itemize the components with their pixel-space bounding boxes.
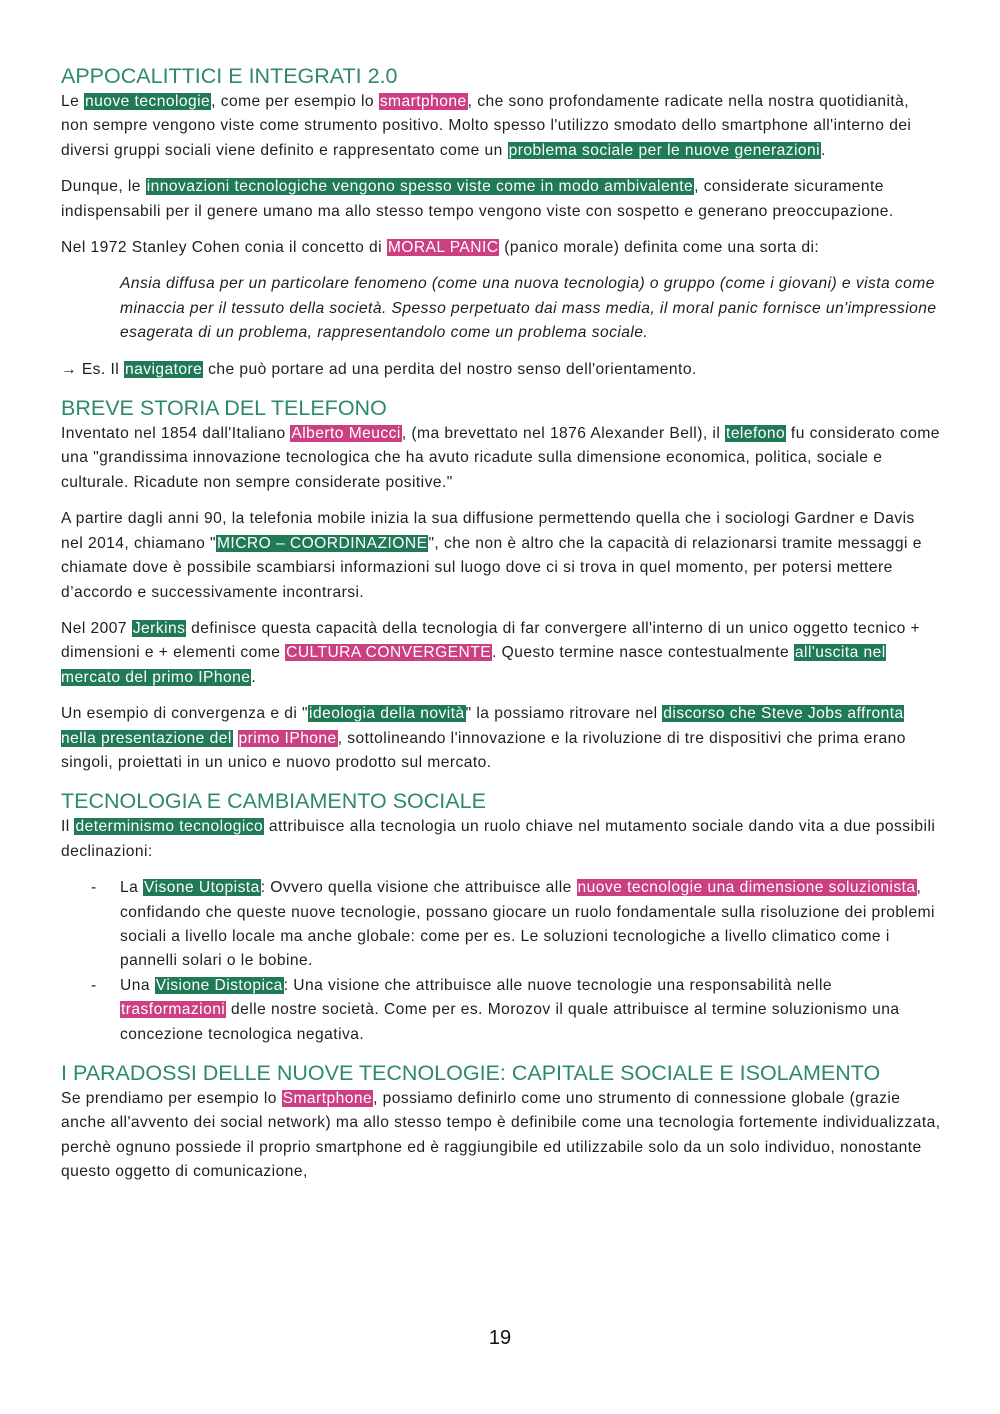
highlight-pink: smartphone <box>379 93 467 110</box>
paragraph <box>61 1087 941 1185</box>
highlight-green: Visone Utopista <box>144 879 260 897</box>
section-title-appocalittici: APPOCALITTICI E INTEGRATI 2.0 <box>61 64 398 88</box>
text: , (ma brevettato nel 1876 Alexander Bell), il <box>401 425 726 443</box>
text: , considerate sicuramente indispensabili per il genere umano ma allo stesso tempo vengono viste con sospetto e generano preoccupazione. <box>61 178 894 220</box>
list-item <box>61 974 941 1047</box>
text: , sottolineando l'innovazione e la rivoluzione di tre dispositivi che prima erano singoli, proiettati in un unico e nuovo prodotto sul mercato. <box>61 729 906 771</box>
text: → Es. Il <box>61 360 124 378</box>
text: Una <box>120 976 155 994</box>
highlight-green: Jerkins <box>132 619 186 637</box>
text: Dunque, le <box>61 178 146 196</box>
text: Le <box>61 93 85 110</box>
paragraph <box>61 702 941 775</box>
section-title-telefono: BREVE STORIA DEL TELEFONO <box>61 396 387 421</box>
text: La <box>120 879 144 897</box>
list-item <box>61 876 941 974</box>
highlight-pink: nuove tecnologie una dimensione soluzionista <box>577 879 916 897</box>
section-title-paradossi: I PARADOSSI DELLE NUOVE TECNOLOGIE: CAPITALE SOCIALE E ISOLAMENTO <box>61 1061 881 1085</box>
text: ", che non è altro che la capacità di relazionarsi tramite messaggi e chiamate dove è possibile scambiarsi informazioni sul luogo dove ci si trova in quel momento, per potersi mettere d’accordo e successivamente incontrarsi. <box>61 534 922 601</box>
text: . <box>821 141 826 159</box>
text: Inventato nel 1854 dall'Italiano <box>61 425 291 443</box>
paragraph <box>61 422 941 495</box>
highlight-green: navigatore <box>124 360 203 378</box>
bullet-dash: - <box>91 879 97 897</box>
paragraph <box>61 358 941 382</box>
text: " la possiamo ritrovare nel <box>465 705 663 723</box>
highlight-green: determinismo tecnologico <box>75 818 264 836</box>
bullet-dash: - <box>91 976 97 994</box>
text: , confidando che queste nuove tecnologie, possano giocare un ruolo fondamentale sulla risoluzione dei problemi sociali a livello locale ma anche globale: come per es. Le soluzioni tecnologiche a livello climatico come i pannelli solari o le bobine. <box>120 879 935 970</box>
block-quote: Ansia diffusa per un particolare fenomeno (come una nuova tecnologia) o gruppo (come i giovani) e vista come minaccia per il tessuto della società. Spesso perpetuato dai mass media, il moral panic fornisce un'impressione esagerata di un problema, rappresentandolo come un problema sociale. <box>120 275 937 342</box>
paragraph <box>61 90 941 163</box>
highlight-pink: trasformazioni <box>121 1001 226 1019</box>
highlight-pink: MORAL PANIC <box>387 239 499 257</box>
paragraph <box>61 236 941 260</box>
text: , che sono profondamente radicate nella nostra quotidianità, non sempre vengono viste come strumento positivo. Molto spesso l'utilizzo smodato dello smartphone all'interno dei diversi gruppi sociali viene definito e rappresentato come un <box>61 93 912 159</box>
highlight-green: MICRO – COORDINAZIONE <box>216 534 428 552</box>
highlight-green: problema sociale per le nuove generazioni <box>508 141 821 159</box>
highlight-green: nuove tecnologie <box>85 93 211 110</box>
highlight-green: all'uscita nel mercato del primo IPhone <box>61 644 886 686</box>
text <box>233 730 238 747</box>
text: : Una visione che attribuisce alle nuove tecnologie una responsabilità nelle <box>283 976 832 994</box>
text: fu considerato come una "grandissima innovazione tecnologica che ha avuto ricadute sulla dimensione economica, politica, sociale e culturale. Ricadute non sempre considerate positive." <box>61 425 940 491</box>
highlight-green: Visione Distopica <box>155 976 283 994</box>
text: Se prendiamo per esempio lo <box>61 1090 282 1107</box>
text: : Ovvero quella visione che attribuisce alle <box>260 879 577 897</box>
text: Il <box>61 818 75 836</box>
text: , possiamo definirlo come uno strumento di connessione globale (grazie anche all'avvento dei social network) ma allo stesso tempo è definibile come una tecnologia fortemente individualizzata, perchè ognuno possiede il proprio smartphone ed è raggiungibile ed utilizzabile solo da un solo individuo, nonostante questo oggetto di comunicazione, <box>61 1090 941 1181</box>
highlight-green: telefono <box>726 425 786 443</box>
page-number: 19 <box>488 1327 512 1349</box>
text: . Questo termine nasce contestualmente <box>492 644 794 662</box>
text: . <box>251 668 257 686</box>
highlight-green: innovazioni tecnologiche vengono spesso viste come in modo ambivalente <box>146 178 694 196</box>
highlight-pink: primo IPhone <box>238 729 337 747</box>
bullet-list <box>61 876 941 1047</box>
paragraph <box>61 815 941 864</box>
text: , come per esempio lo <box>211 93 379 110</box>
text: Un esempio di convergenza e di " <box>61 705 309 723</box>
highlight-pink: Smartphone <box>282 1090 373 1107</box>
text: Nel 2007 <box>61 619 132 637</box>
text: Nel 1972 Stanley Cohen conia il concetto di <box>61 239 387 257</box>
highlight-pink: CULTURA CONVERGENTE <box>286 644 492 662</box>
page-content <box>61 62 941 1197</box>
text: delle nostre società. Come per es. Morozov il quale attribuisce al termine soluzionismo una concezione tecnologica negativa. <box>120 1001 900 1043</box>
text: A partire dagli anni 90, la telefonia mobile inizia la sua diffusione permettendo quella che i sociologi Gardner e Davis nel 2014, chiamano " <box>61 510 915 552</box>
highlight-green: ideologia della novità <box>309 705 465 723</box>
text: definisce questa capacità della tecnologia di far convergere all'interno di un unico oggetto tecnico + dimensioni e + elementi come <box>61 619 921 662</box>
text: attribuisce alla tecnologia un ruolo chiave nel mutamento sociale dando vita a due possibili declinazioni: <box>61 818 936 860</box>
paragraph <box>61 617 941 690</box>
text: (panico morale) definita come una sorta di: <box>499 239 820 257</box>
paragraph <box>61 175 941 224</box>
text: che può portare ad una perdita del nostro senso dell'orientamento. <box>203 360 697 378</box>
section-title-cambiamento-sociale: TECNOLOGIA E CAMBIAMENTO SOCIALE <box>61 789 486 814</box>
paragraph <box>61 507 941 605</box>
highlight-pink: Alberto Meucci <box>291 425 401 443</box>
highlight-green: discorso che Steve Jobs affronta nella presentazione del <box>61 705 904 747</box>
